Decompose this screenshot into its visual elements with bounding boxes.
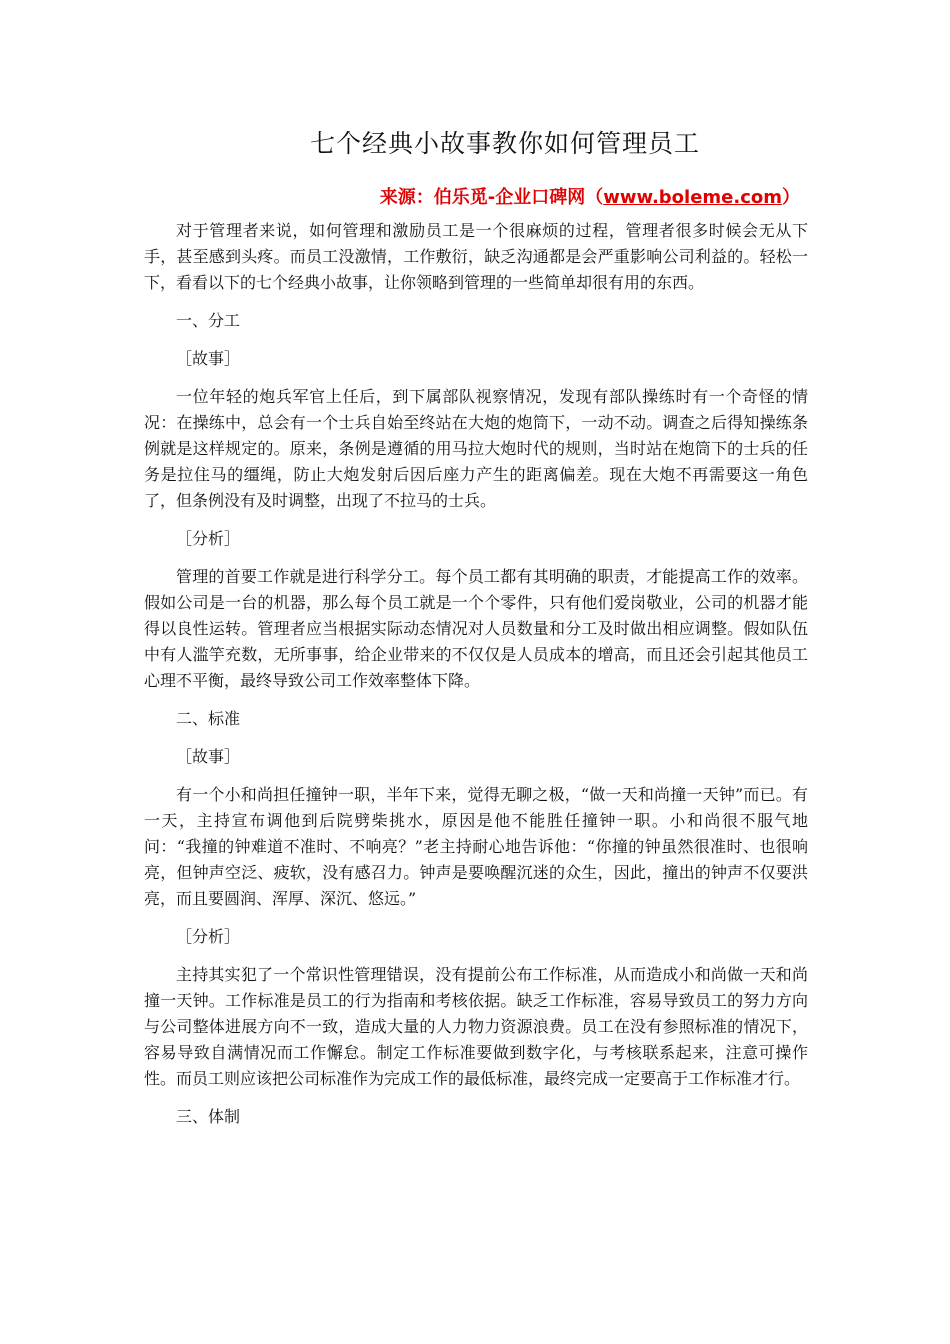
story-label: ［故事］ [176, 349, 241, 368]
intro-paragraph: 对于管理者来说，如何管理和激励员工是一个很麻烦的过程，管理者很多时候会无从下手，甚至感到头疼。而员工没激情，工作敷衍，缺乏沟通都是会严重影响公司利益的。轻松一下，看看以下的七个经典小故事，让你领略到管理的一些简单却很有用的东西。 [144, 221, 808, 292]
analysis-paragraph: 主持其实犯了一个常识性管理错误，没有提前公布工作标准，从而造成小和尚做一天和尚撞一天钟。工作标准是员工的行为指南和考核依据。缺乏工作标准，容易导致员工的努力方向与公司整体进展方向不一致，造成大量的人力物力资源浪费。员工在没有参照标准的情况下，容易导致自满情况而工作懈怠。制定工作标准要做到数字化，与考核联系起来，注意可操作性。而员工则应该把公司标准作为完成工作的最低标准，最终完成一定要高于工作标准才行。 [144, 965, 808, 1088]
analysis-label: ［分析］ [176, 529, 241, 548]
document-title: 七个经典小故事教你如何管理员工 [309, 129, 700, 158]
analysis-label: ［分析］ [176, 927, 241, 946]
source-line [380, 185, 800, 211]
story-label: ［故事］ [176, 747, 241, 766]
section-heading-division: 一、分工 [176, 311, 241, 330]
story-paragraph: 一位年轻的炮兵军官上任后，到下属部队视察情况，发现有部队操练时有一个奇怪的情况：在操练中，总会有一个士兵自始至终站在大炮的炮筒下，一动不动。调查之后得知操练条例就是这样规定的。原来，条例是遵循的用马拉大炮时代的规则，当时站在炮筒下的士兵的任务是拉住马的缰绳，防止大炮发射后因后座力产生的距离偏差。现在大炮不再需要这一角色了，但条例没有及时调整，出现了不拉马的士兵。 [144, 387, 808, 510]
source-link[interactable]: www.boleme.com [603, 187, 782, 208]
section-heading-system: 三、体制 [176, 1107, 241, 1126]
section-heading-standard: 二、标准 [176, 709, 241, 728]
source-suffix: ） [782, 187, 800, 208]
source-prefix: 来源：伯乐觅-企业口碑网（ [379, 187, 604, 208]
story-paragraph: 有一个小和尚担任撞钟一职，半年下来，觉得无聊之极，“做一天和尚撞一天钟”而已。有一天，主持宣布调他到后院劈柴挑水，原因是他不能胜任撞钟一职。小和尚很不服气地问：“我撞的钟难道不准时、不响亮？”老主持耐心地告诉他：“你撞的钟虽然很准时、也很响亮，但钟声空泛、疲软，没有感召力。钟声是要唤醒沉迷的众生，因此，撞出的钟声不仅要洪亮，而且要圆润、浑厚、深沉、悠远。” [144, 785, 808, 908]
article-body [144, 218, 808, 1142]
analysis-paragraph: 管理的首要工作就是进行科学分工。每个员工都有其明确的职责，才能提高工作的效率。假如公司是一台的机器，那么每个员工就是一个个零件，只有他们爱岗敬业，公司的机器才能得以良性运转。管理者应当根据实际动态情况对人员数量和分工及时做出相应调整。假如队伍中有人滥竽充数，无所事事，给企业带来的不仅仅是人员成本的增高，而且还会引起其他员工心理不平衡，最终导致公司工作效率整体下降。 [144, 567, 808, 690]
